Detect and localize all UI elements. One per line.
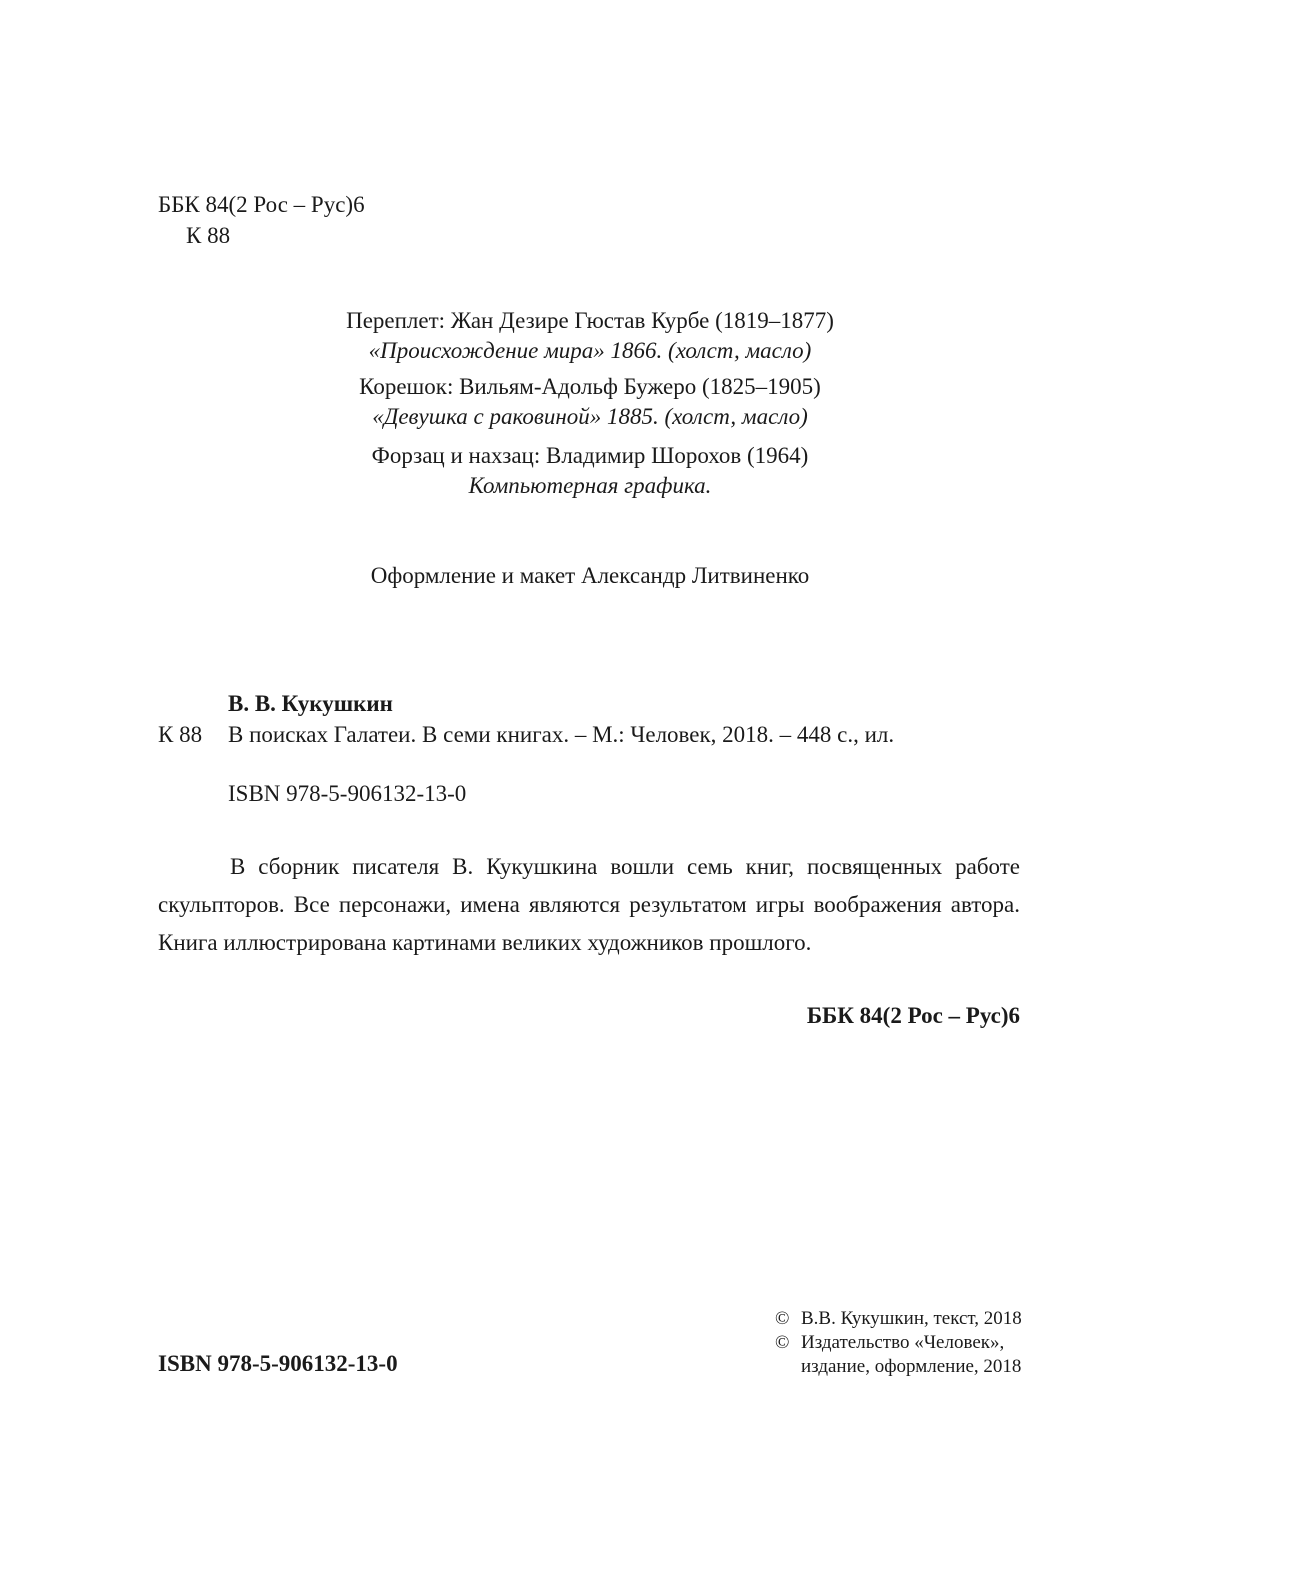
bbk-code-top: ББК 84(2 Рос – Рус)6 <box>158 192 365 217</box>
credit-cover <box>300 306 880 366</box>
isbn-footer: ISBN 978-5-906132-13-0 <box>158 1351 398 1376</box>
credit-spine-work: «Девушка с раковиной» 1885. (холст, масло) <box>372 404 808 429</box>
copyright-text-3: издание, оформление, 2018 <box>801 1356 1022 1377</box>
design-credit: Оформление и макет Александр Литвиненко <box>370 563 810 588</box>
credit-spine <box>300 372 880 432</box>
bib-isbn: ISBN 978-5-906132-13-0 <box>228 781 467 806</box>
bib-author: В. В. Кукушкин <box>228 691 393 716</box>
bib-description: В поисках Галатеи. В семи книгах. – М.: Человек, 2018. – 448 с., ил. <box>228 722 895 747</box>
bib-mark: К 88 <box>158 722 203 747</box>
copyright-text-1: В.В. Кукушкин, текст, 2018 <box>801 1308 1022 1329</box>
copyright-symbol: © <box>775 1332 790 1353</box>
credit-endpapers-work: Компьютерная графика. <box>468 473 712 498</box>
annotation-text: В сборник писателя В. Кукушкина вошли семь книг, посвященных работе скульпторов. Все персонажи, имена являются результатом игры воображения автора. Книга иллюстрирована картинами великих художников прошлого. <box>158 854 1020 955</box>
credit-spine-artist: Корешок: Вильям-Адольф Бужеро (1825–1905) <box>359 374 821 399</box>
bbk-code-footer: ББК 84(2 Рос – Рус)6 <box>806 1003 1020 1028</box>
credit-cover-work: «Происхождение мира» 1866. (холст, масло) <box>368 338 812 363</box>
credit-endpapers-artist: Форзац и нахзац: Владимир Шорохов (1964) <box>371 443 809 468</box>
author-mark-top: К 88 <box>186 223 231 248</box>
credit-cover-artist: Переплет: Жан Дезире Гюстав Курбе (1819–1877) <box>346 308 834 333</box>
copyright-block <box>775 1307 1022 1379</box>
copyright-text-2: Издательство «Человек», <box>801 1332 1005 1353</box>
copyright-symbol: © <box>775 1308 790 1329</box>
credit-endpapers <box>300 441 880 501</box>
